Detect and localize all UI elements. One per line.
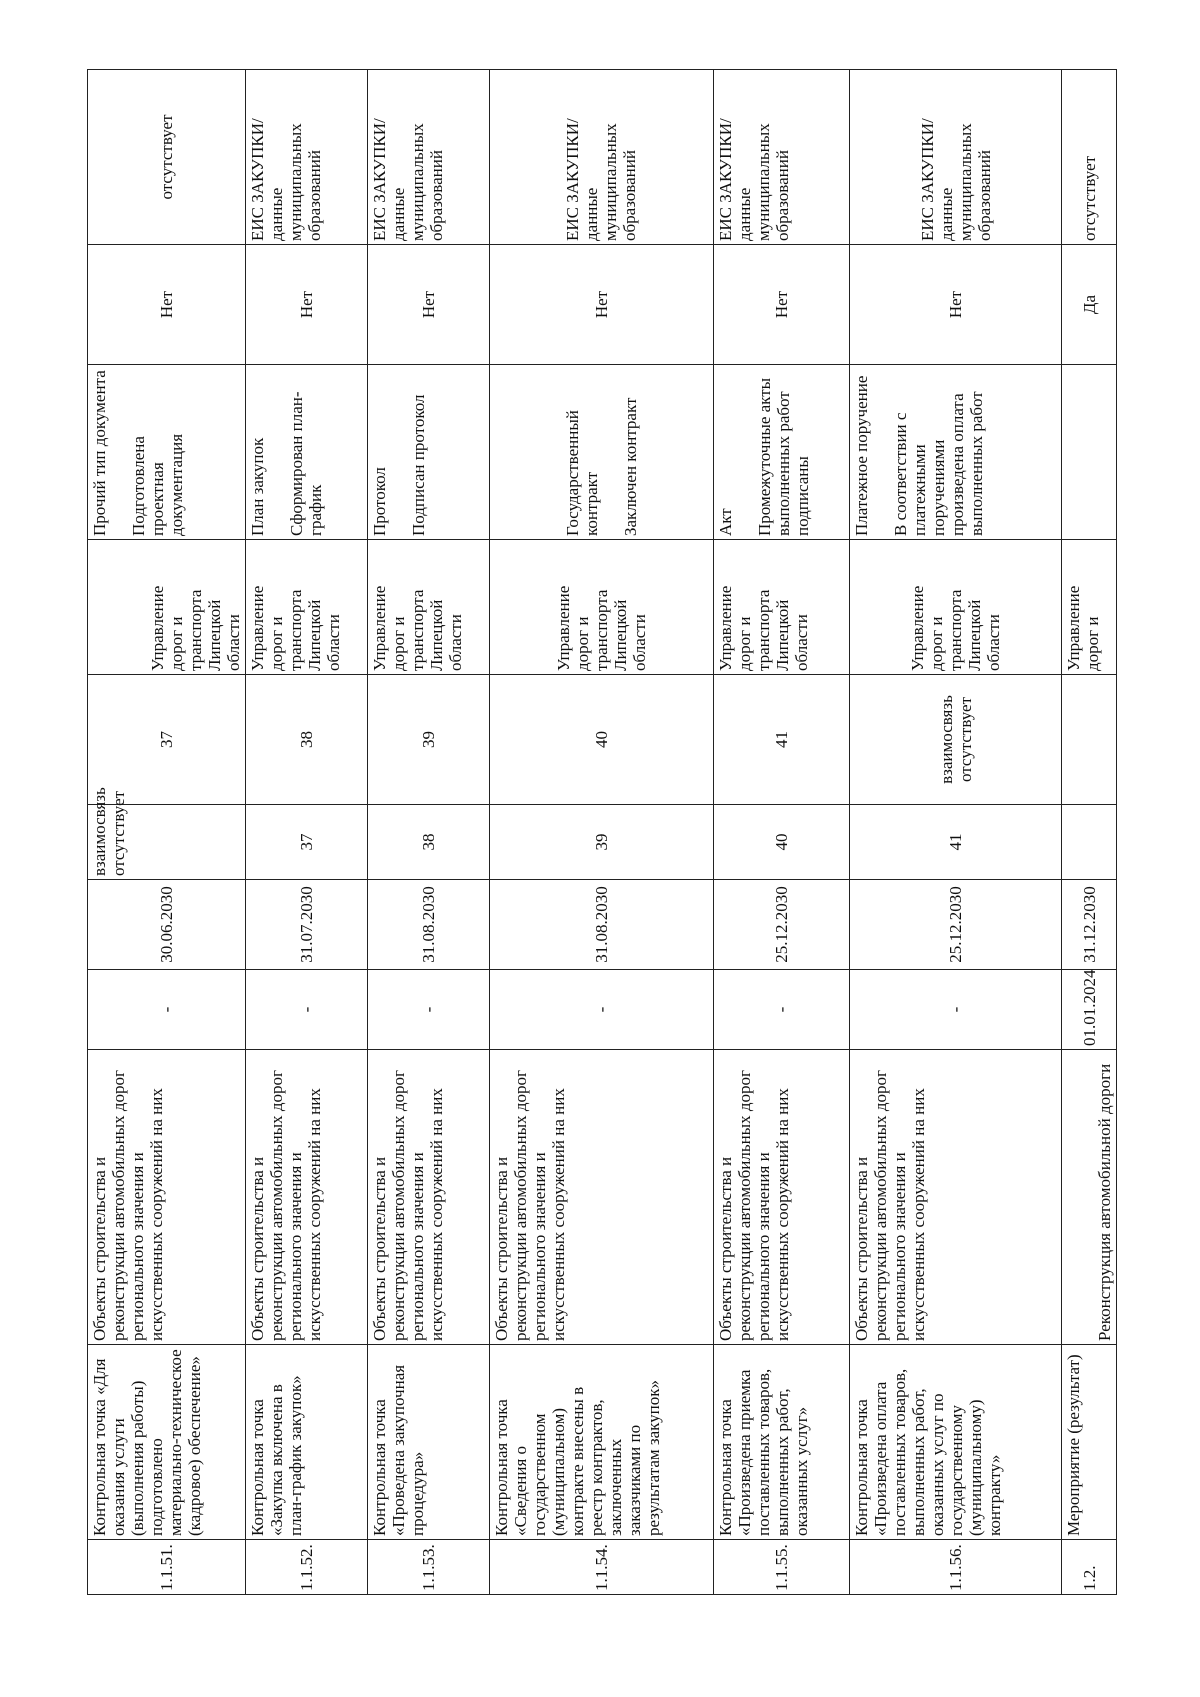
schedule-table	[87, 69, 1117, 1595]
row-object: Объекты строительства и реконструкции автомобильных дорог регионального значения и искусственных сооружений на них	[88, 1050, 246, 1345]
row-info-system: отсутствует	[1062, 70, 1117, 245]
row-responsible: Управление дорог и транспорта Липецкой области	[368, 540, 490, 675]
row-name: Контрольная точка «Произведена оплата поставленных товаров, выполненных работ, оказанных услуг по государственному (муниципальному) контракту»	[849, 1345, 1062, 1540]
row-successor: взаимосвязь отсутствует	[849, 675, 1062, 805]
row-doc-type: План закупок	[248, 437, 268, 536]
row-name: Контрольная точка «Проведена закупочная процедура»	[368, 1345, 490, 1540]
row-end-date: 25.12.2030	[713, 880, 849, 970]
row-start-date: 01.01.2024	[1062, 970, 1117, 1050]
row-document	[368, 365, 490, 540]
row-responsible: Управление дорог и транспорта Липецкой области	[713, 540, 849, 675]
row-object: Реконструкция автомобильной дороги	[1062, 1050, 1117, 1345]
row-document	[490, 365, 713, 540]
row-start-date: -	[713, 970, 849, 1050]
table-row	[1062, 70, 1117, 1595]
row-name: Контрольная точка «Закупка включена в план-график закупок»	[246, 1345, 368, 1540]
row-start-date: -	[246, 970, 368, 1050]
row-info-system: ЕИС ЗАКУПКИ/ данные муниципальных образований	[368, 70, 490, 245]
row-number: 1.1.55.	[713, 1540, 849, 1595]
row-successor: 37	[88, 675, 246, 805]
row-doc-desc: Подготовлена проектная документация	[129, 433, 186, 536]
row-name: Контрольная точка «Произведена приемка поставленных товаров, выполненных работ, оказанных услуг»	[713, 1345, 849, 1540]
table-row	[490, 70, 713, 1595]
row-number: 1.1.54.	[490, 1540, 713, 1595]
row-doc-type: Прочий тип документа	[90, 370, 109, 536]
row-document	[1062, 365, 1117, 540]
rotated-table-container	[87, 70, 1117, 1595]
row-start-date: -	[490, 970, 713, 1050]
row-successor: 38	[246, 675, 368, 805]
row-doc-desc: В соответствии с платежными поручениями произведена оплата выполненных работ	[890, 391, 986, 536]
row-doc-desc: Заключен контракт	[620, 397, 640, 536]
row-info-system: ЕИС ЗАКУПКИ/ данные муниципальных образований	[246, 70, 368, 245]
row-responsible: Управление дорог и транспорта Липецкой области	[849, 540, 1062, 675]
row-doc-type: Государственный контракт	[562, 410, 601, 536]
row-responsible: Управление дорог и транспорта Липецкой области	[246, 540, 368, 675]
row-start-date: -	[88, 970, 246, 1050]
table-row	[849, 70, 1062, 1595]
row-document	[246, 365, 368, 540]
row-doc-type: Платежное поручение	[851, 375, 871, 536]
row-flag: Нет	[713, 245, 849, 365]
row-flag: Нет	[246, 245, 368, 365]
row-doc-desc: Промежуточные акты выполненных работ подписаны	[754, 377, 812, 536]
row-object: Объекты строительства и реконструкции автомобильных дорог регионального значения и искусственных сооружений на них	[246, 1050, 368, 1345]
row-start-date: -	[849, 970, 1062, 1050]
row-end-date: 31.08.2030	[368, 880, 490, 970]
row-end-date: 31.12.2030	[1062, 880, 1117, 970]
row-end-date: 31.08.2030	[490, 880, 713, 970]
row-object: Объекты строительства и реконструкции автомобильных дорог регионального значения и искусственных сооружений на них	[713, 1050, 849, 1345]
row-predecessor: 40	[713, 805, 849, 880]
row-end-date: 31.07.2030	[246, 880, 368, 970]
row-name: Мероприятие (результат)	[1062, 1345, 1117, 1540]
row-predecessor: взаимосвязь отсутствует	[88, 805, 246, 880]
row-doc-desc: Сформирован план-график	[287, 391, 326, 536]
row-responsible: Управление дорог и транспорта Липецкой области	[88, 540, 246, 675]
row-object: Объекты строительства и реконструкции автомобильных дорог регионального значения и искусственных сооружений на них	[849, 1050, 1062, 1345]
row-successor	[1062, 675, 1117, 805]
row-predecessor	[1062, 805, 1117, 880]
row-flag: Нет	[490, 245, 713, 365]
row-predecessor: 37	[246, 805, 368, 880]
table-row	[368, 70, 490, 1595]
row-name: Контрольная точка «Для оказания услуги (выполнения работы) подготовлено материально-техническое (кадровое) обеспечение»	[88, 1345, 246, 1540]
row-number: 1.1.56.	[849, 1540, 1062, 1595]
row-info-system: ЕИС ЗАКУПКИ/ данные муниципальных образований	[490, 70, 713, 245]
row-number: 1.2.	[1062, 1540, 1117, 1595]
row-successor: 40	[490, 675, 713, 805]
row-document	[88, 365, 246, 540]
row-number: 1.1.53.	[368, 1540, 490, 1595]
row-flag: Нет	[88, 245, 246, 365]
row-successor: 39	[368, 675, 490, 805]
row-flag: Нет	[849, 245, 1062, 365]
row-doc-type: Акт	[715, 508, 735, 536]
row-document	[713, 365, 849, 540]
row-end-date: 30.06.2030	[88, 880, 246, 970]
row-info-system: ЕИС ЗАКУПКИ/ данные муниципальных образований	[713, 70, 849, 245]
row-number: 1.1.52.	[246, 1540, 368, 1595]
row-predecessor: 41	[849, 805, 1062, 880]
row-document	[849, 365, 1062, 540]
row-doc-type: Протокол	[370, 467, 390, 536]
row-name: Контрольная точка «Сведения о государственном (муниципальном) контракте внесены в реестр контрактов, заключенных заказчиками по результатам закупок»	[490, 1345, 713, 1540]
row-object: Объекты строительства и реконструкции автомобильных дорог регионального значения и искусственных сооружений на них	[490, 1050, 713, 1345]
row-info-system: ЕИС ЗАКУПКИ/ данные муниципальных образований	[849, 70, 1062, 245]
row-doc-desc: Подписан протокол	[409, 394, 429, 536]
row-flag: Нет	[368, 245, 490, 365]
row-responsible: Управление дорог и	[1062, 540, 1117, 675]
row-responsible: Управление дорог и транспорта Липецкой области	[490, 540, 713, 675]
row-start-date: -	[368, 970, 490, 1050]
row-predecessor: 38	[368, 805, 490, 880]
row-successor: 41	[713, 675, 849, 805]
row-number: 1.1.51.	[88, 1540, 246, 1595]
row-end-date: 25.12.2030	[849, 880, 1062, 970]
row-flag: Да	[1062, 245, 1117, 365]
row-predecessor: 39	[490, 805, 713, 880]
table-row	[88, 70, 246, 1595]
table-row	[246, 70, 368, 1595]
row-info-system: отсутствует	[88, 70, 246, 245]
row-object: Объекты строительства и реконструкции автомобильных дорог регионального значения и искусственных сооружений на них	[368, 1050, 490, 1345]
table-row	[713, 70, 849, 1595]
